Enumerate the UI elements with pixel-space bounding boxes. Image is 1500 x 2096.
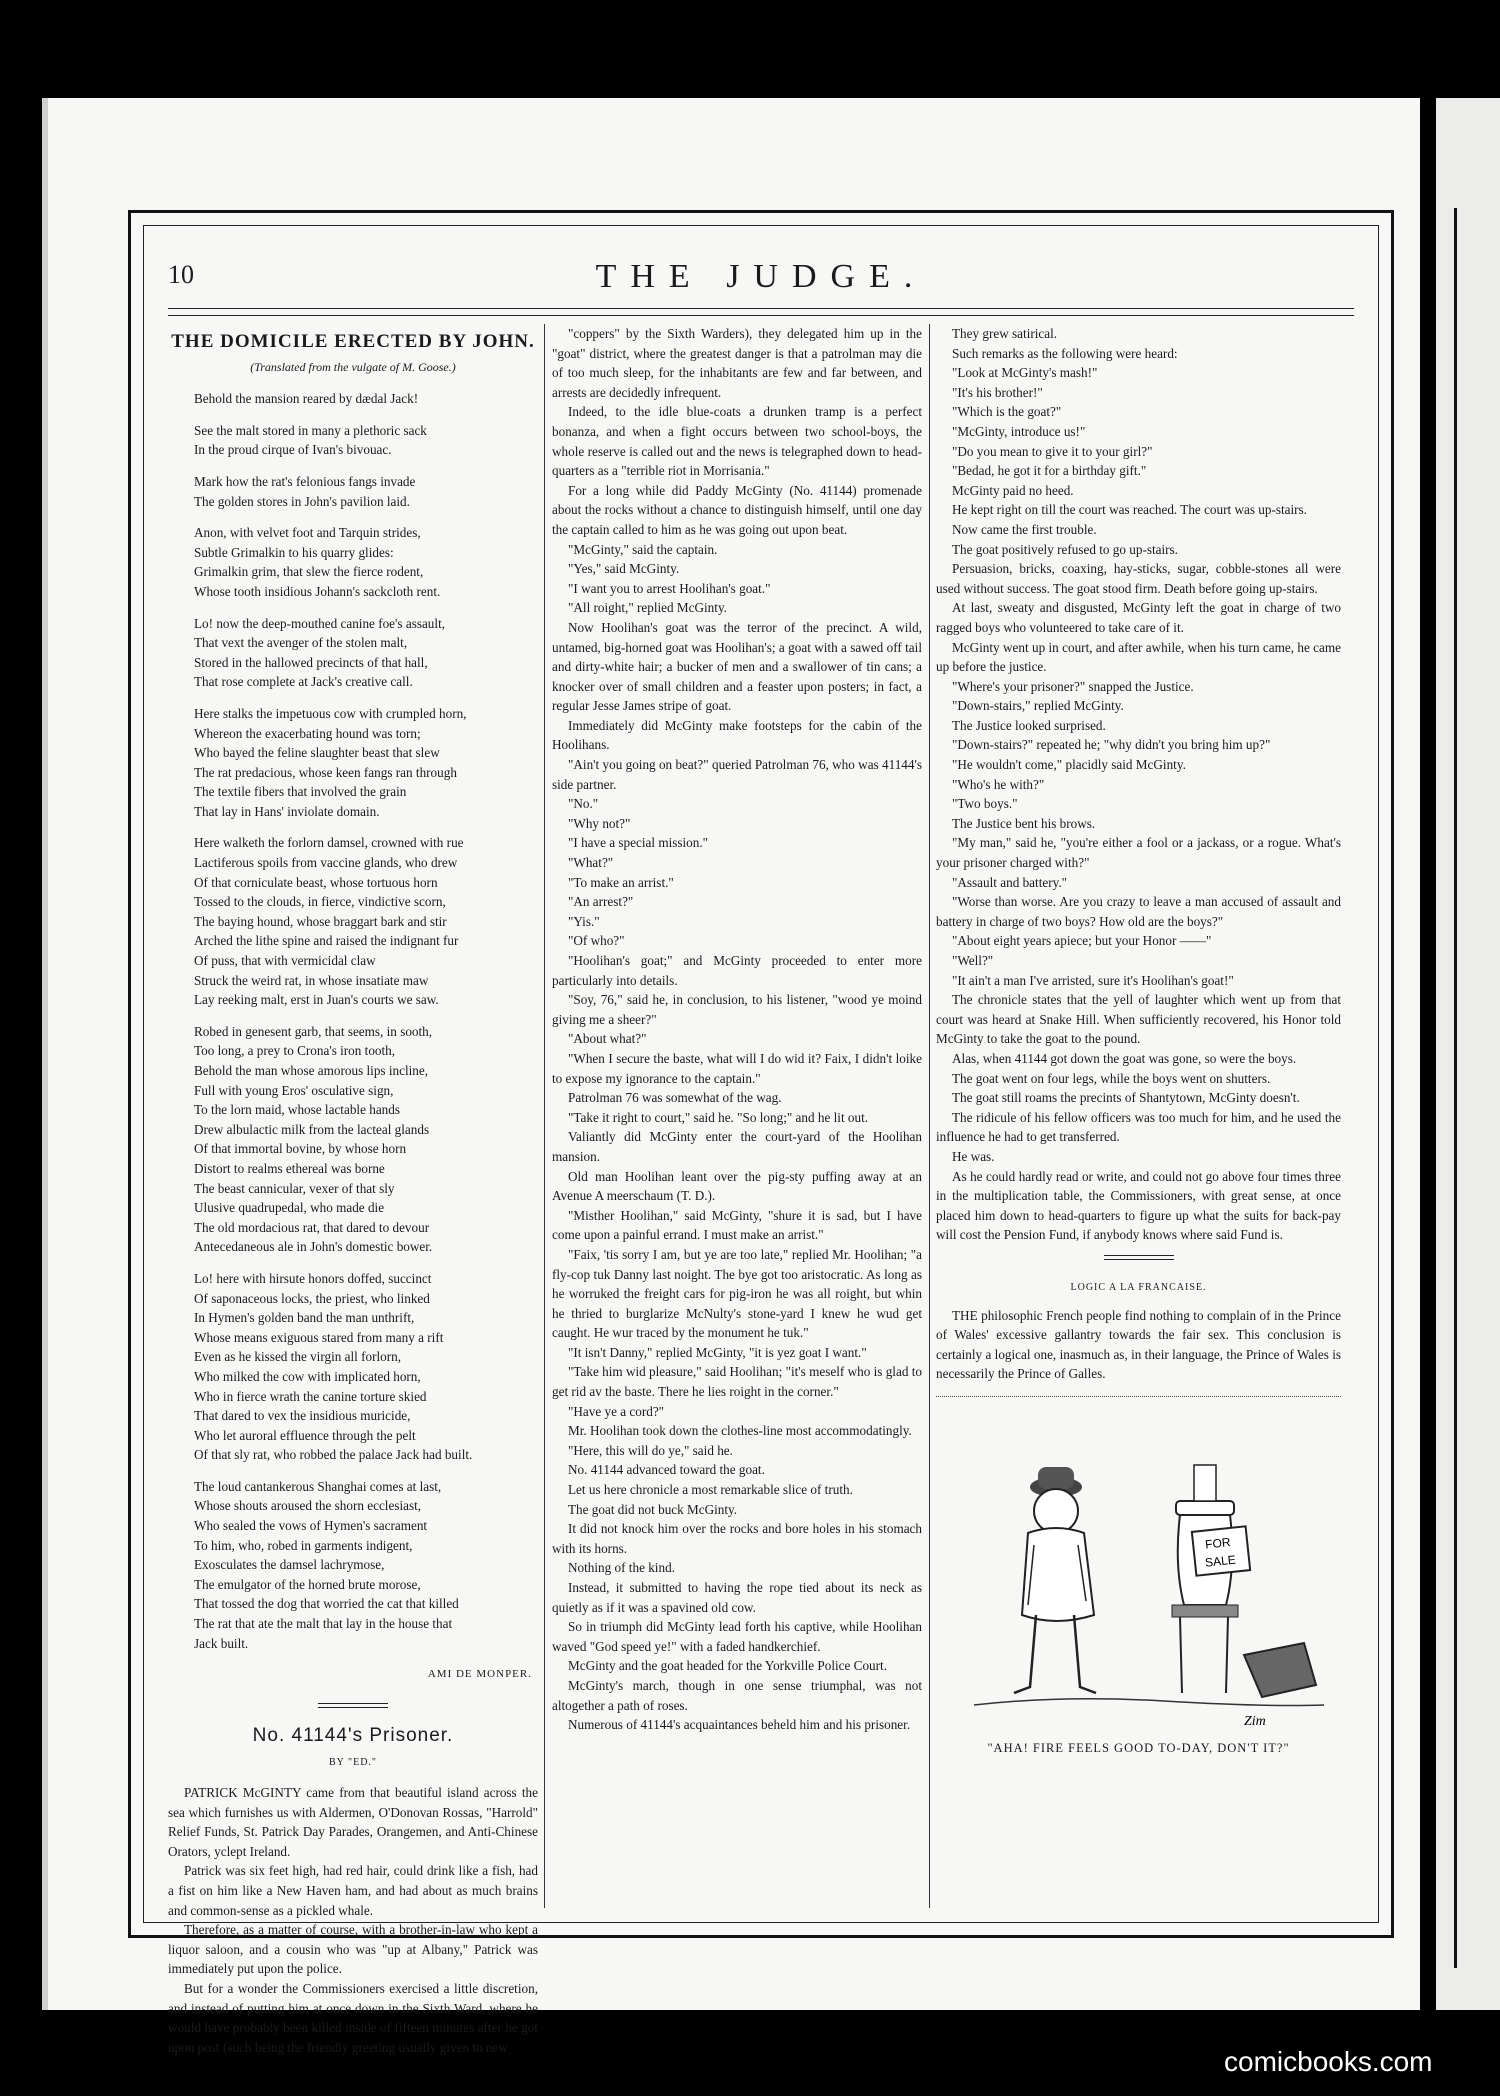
poem-line: Robed in genesent garb, that seems, in sooth, [194, 1023, 433, 1039]
story-title: No. 41144's Prisoner. [252, 1724, 454, 1746]
story-paragraph: Mr. Hoolihan took down the clothes-line most accommodatingly. [568, 1423, 912, 1439]
poem-line: Whereon the exacerbating hound was torn; [194, 725, 421, 741]
poem-line: Who let auroral effluence through the pelt [194, 1427, 416, 1443]
story-paragraph: As he could hardly read or write, and could not go above four times three in the multiplication table, the Commissioners, with great sense, at once placed him down to head-quarters to figure up what the suits for back-pay will cost the Pension Fund, if anybody knows where said Fund is. [936, 1168, 1341, 1243]
story-paragraph: At last, sweaty and disgusted, McGinty left the goat in charge of two ragged boys who volunteered to take care of it. [936, 600, 1341, 635]
story-paragraph: "An arrest?" [568, 894, 634, 910]
poem-signature: AMI DE MONPER. [427, 1668, 532, 1681]
poem-stanza [194, 704, 538, 822]
watermark: comicbooks.com [1224, 2046, 1433, 2077]
poem-stanza [194, 389, 538, 409]
poem-line: Antecedaneous ale in John's domestic bower. [194, 1239, 433, 1255]
story-paragraph: "Hoolihan's goat;" and McGinty proceeded to enter more particularly into details. [552, 953, 922, 988]
poem-line: That dared to vex the insidious muricide, [194, 1408, 411, 1424]
poem-stanza [194, 472, 538, 511]
poem-body [168, 389, 538, 1653]
story-paragraph: "Soy, 76," said he, in conclusion, to his listener, "wood ye moind giving me a sheer?" [552, 992, 922, 1027]
story-paragraph: "Misther Hoolihan," said McGinty, "shure it is sad, but I have come upon a painful errand. I must make an arrist." [552, 1207, 922, 1243]
sign-text-line-1: FOR [1204, 1534, 1232, 1552]
story-paragraph: "Why not?" [568, 815, 631, 831]
poem-line: Anon, with velvet foot and Tarquin strides, [194, 525, 421, 541]
story-paragraph: But for a wonder the Commissioners exercised a little discretion, and instead of putting him at once down in the Sixth Ward, where he would have probably been killed inside of fifteen minutes after he got upon post (such being the friendly greeting usually given to new [168, 1980, 538, 2055]
story-paragraph: It did not knock him over the rocks and bore holes in his stomach with its horns. [552, 1521, 922, 1556]
poem-line: Behold the man whose amorous lips incline, [194, 1063, 429, 1078]
story-paragraph: Patrolman 76 was somewhat of the wag. [568, 1090, 782, 1106]
story-paragraph: "It isn't Danny," replied McGinty, "it is yez goat I want." [568, 1344, 867, 1360]
story-byline: BY "ED." [328, 1757, 377, 1769]
poem-stanza [194, 523, 538, 601]
story-paragraph: The chronicle states that the yell of laughter which went up from that court was heard at Snake Hill. When sufficiently recovered, his Honor told McGinty to take the goat to the pound. [936, 992, 1341, 1047]
story-paragraph: "Bedad, he got it for a birthday gift." [952, 463, 1147, 479]
page-frame-inner [143, 225, 1379, 2055]
story-paragraph: Numerous of 41144's acquaintances beheld him and his prisoner. [568, 1717, 911, 1733]
story-paragraph: Such remarks as the following were heard: [952, 345, 1178, 361]
poem-line: Drew albulactic milk from the lacteal glands [194, 1121, 430, 1137]
poem-line: Lactiferous spoils from vaccine glands, who drew [194, 855, 458, 871]
poem-line: To him, who, robed in garments indigent, [194, 1537, 413, 1553]
poem-line: Stored in the hallowed precincts of that hall, [194, 654, 428, 670]
poem-line: See the malt stored in many a plethoric sack [194, 422, 427, 438]
poem-line: Whose tooth insidious Johann's sackcloth rent. [194, 583, 441, 599]
cartoon-caption: "AHA! FIRE FEELS GOOD TO-DAY, DON'T IT?" [987, 1740, 1290, 1755]
poem-line: The rat that ate the malt that lay in the house that [194, 1616, 453, 1632]
story-paragraph: "Do you mean to give it to your girl?" [952, 443, 1153, 459]
story-paragraph: "McGinty," said the captain. [568, 541, 718, 557]
story-paragraph: Persuasion, bricks, coaxing, hay-sticks, sugar, cobble-stones all were used without success. The goat stood firm. Death before going up-stairs. [936, 561, 1341, 596]
poem-stanza [194, 833, 538, 1009]
poem-line: Grimalkin grim, that slew the fierce rodent, [194, 564, 424, 580]
story-text [552, 324, 922, 1735]
poem-line: The golden stores in John's pavilion laid. [194, 493, 410, 509]
story-paragraph: "It ain't a man I've arristed, sure it's Hoolihan's goat!" [952, 972, 1234, 988]
story-paragraph: "My man," said he, "you're either a fool or a jackass, or a rogue. What's your prisoner charged with?" [936, 835, 1341, 871]
page-number: 10 [168, 260, 194, 289]
section-rule [318, 1703, 388, 1708]
story-paragraph: The goat did not buck McGinty. [568, 1501, 738, 1517]
poem-line: Ulusive quadrupedal, who made die [194, 1200, 385, 1216]
story-paragraph: "What?" [568, 855, 614, 871]
story-paragraph: "All roight," replied McGinty. [568, 600, 727, 616]
story-paragraph: The goat still roams the precints of Shantytown, McGinty doesn't. [952, 1090, 1300, 1106]
story-paragraph: "Look at McGinty's mash!" [952, 365, 1098, 381]
masthead: THE JUDGE. [595, 258, 927, 295]
poem-stanza [194, 1477, 538, 1653]
poem-line: Subtle Grimalkin to his quarry glides: [194, 544, 394, 560]
poem-line: Here stalks the impetuous cow with crumpled horn, [194, 705, 467, 721]
story-paragraph: "coppers" by the Sixth Warders), they delegated him up in the "goat" district, where the greatest danger is that a patrolman may die of too much sleep, for the inhabitants are few and far between, and arrests are decidedly infrequent. [552, 326, 922, 400]
story-paragraph: "Down-stairs?" repeated he; "why didn't you bring him up?" [952, 737, 1271, 753]
section-rule [1104, 1255, 1174, 1260]
artist-signature: Zim [1244, 1713, 1266, 1729]
story-paragraph: "McGinty, introduce us!" [952, 423, 1086, 439]
poem-line: Distort to realms ethereal was borne [194, 1160, 385, 1176]
column-divider [929, 324, 930, 1908]
poem-line: Of that sly rat, who robbed the palace Jack had built. [194, 1447, 473, 1463]
story-paragraph: The Justice looked surprised. [952, 717, 1106, 733]
poem-line: Here walketh the forlorn damsel, crowned with rue [194, 835, 464, 851]
poem-line: Of saponaceous locks, the priest, who linked [194, 1290, 430, 1306]
story-paragraph: No. 41144 advanced toward the goat. [568, 1462, 765, 1478]
poem-line: In the proud cirque of Ivan's bivouac. [194, 442, 392, 458]
poem-line: Of that immortal bovine, by whose horn [194, 1141, 407, 1157]
story-paragraph: "Of who?" [568, 933, 625, 949]
poem-line: Mark how the rat's felonious fangs invade [194, 473, 416, 489]
adjacent-page-edge [1436, 98, 1500, 2010]
column-1 [168, 324, 538, 2055]
poem-line: Exosculates the damsel lachrymose, [194, 1557, 385, 1573]
story-paragraph: "Assault and battery." [952, 874, 1068, 890]
poem-line: In Hymen's golden band the man unthrift, [194, 1310, 415, 1326]
story-paragraph: The goat went on four legs, while the boys went on shutters. [952, 1070, 1271, 1086]
story-paragraph: The ridicule of his fellow officers was too much for him, and he used the influence he had to get transferred. [936, 1109, 1341, 1145]
story-paragraph: "It's his brother!" [952, 384, 1043, 400]
poem-line: Who bayed the feline slaughter beast that slew [194, 745, 440, 761]
column-3 [936, 324, 1341, 1910]
logic-paragraph: THE philosophic French people find nothing to complain of in the Prince of Wales' excessive gallantry towards the fair sex. This conclusion is certainly a logical one, inasmuch as, in their language, the Prince of Wales is necessarily the Prince of Galles. [936, 1307, 1341, 1382]
poem-line: Struck the weird rat, in whose insatiate maw [194, 972, 429, 988]
column-2 [552, 324, 922, 1910]
story-paragraph: McGinty paid no heed. [952, 482, 1074, 498]
story-paragraph: McGinty's march, though in one sense triumphal, was not altogether a path of roses. [552, 1677, 922, 1713]
story-paragraph: "Faix, 'tis sorry I am, but ye are too late," replied Mr. Hoolihan; "a fly-cop tuk Danny last noight. The bye got too aristocratic. As long as he worruked the freight cars for pig-iron he was all roight, but whin he thried to burglarize McNulty's stone-yard I knew he wud get caught. He wur traced by the monument he tuk." [552, 1246, 922, 1341]
story-paragraph: "Well?" [952, 953, 994, 968]
poem-stanza [194, 421, 538, 460]
story-paragraph: "About what?" [568, 1031, 647, 1047]
story-paragraph: Instead, it submitted to having the rope tied about its neck as quietly as if it was a spavined old cow. [552, 1580, 922, 1615]
poem-line: Arched the lithe spine and raised the indignant fur [194, 933, 459, 949]
story-paragraph: "Two boys." [952, 796, 1018, 812]
poem-line: That rose complete at Jack's creative call. [194, 674, 413, 690]
poem-title: THE DOMICILE ERECTED BY JOHN. [171, 331, 535, 352]
poem-line: Even as he kissed the virgin all forlorn, [194, 1349, 402, 1365]
poem-line: Of puss, that with vermicidal claw [194, 953, 376, 969]
story-paragraph: "Down-stairs," replied McGinty. [952, 698, 1124, 714]
story-paragraph: "Take him wid pleasure," said Hoolihan; "it's meself who is glad to get rid av the baste. There he lies roight in the corner." [552, 1364, 922, 1400]
story-paragraph: Now came the first trouble. [952, 521, 1097, 537]
story-paragraph: "Who's he with?" [952, 776, 1045, 792]
poem-stanza [194, 614, 538, 692]
story-paragraph: Therefore, as a matter of course, with a brother-in-law who kept a liquor saloon, and a cousin who was "up at Albany," Patrick was immediately put upon the police. [168, 1922, 538, 1977]
story-paragraph: Valiantly did McGinty enter the court-yard of the Hoolihan mansion. [552, 1129, 922, 1164]
poem-line: The old mordacious rat, that dared to devour [194, 1219, 430, 1235]
story-paragraph: He kept right on till the court was reached. The court was up-stairs. [952, 502, 1307, 518]
story-paragraph: "He wouldn't come," placidly said McGinty. [952, 757, 1186, 773]
story-paragraph: Now Hoolihan's goat was the terror of the precinct. A wild, untamed, big-horned goat was Hoolihan's; a goat with a sawed off tail and dirty-white hair; a bucker of men and a swallower of tin cans; a knocker over of small children and a feaster upon posters; in fact, a regular Jesse James stripe of goat. [552, 619, 922, 714]
story-paragraph: Alas, when 41144 got down the goat was gone, so were the boys. [952, 1050, 1297, 1066]
poem-line: Of that corniculate beast, whose tortuous horn [194, 874, 438, 890]
poem-line: The rat predacious, whose keen fangs ran through [194, 764, 457, 780]
poem-line: Lo! now the deep-mouthed canine foe's assault, [194, 615, 446, 631]
story-paragraph: "Which is the goat?" [952, 404, 1062, 420]
poem-line: Whose shouts aroused the shorn ecclesiast, [194, 1498, 422, 1514]
poem-stanza [194, 1269, 538, 1465]
poem-line: That lay in Hans' inviolate domain. [194, 803, 380, 819]
story-paragraph: McGinty went up in court, and after awhile, when his turn came, he came up before the justice. [936, 639, 1341, 675]
section-rule [936, 1396, 1341, 1397]
story-paragraph: "Have ye a cord?" [568, 1403, 665, 1419]
poem-line: The baying hound, whose braggart bark and stir [194, 913, 447, 929]
story-paragraph: Old man Hoolihan leant over the pig-sty puffing away at an Avenue A meerschaum (T. D.). [552, 1168, 922, 1204]
header-rule [168, 308, 1354, 316]
story-paragraph: "Where's your prisoner?" snapped the Justice. [952, 678, 1194, 694]
magazine-page [42, 98, 1420, 2055]
story-text [168, 1783, 538, 2057]
story-paragraph: "When I secure the baste, what will I do wid it? Faix, I didn't loike to expose my ignorance to the captain." [552, 1050, 922, 1086]
poem-line: That vext the avenger of the stolen malt, [194, 635, 408, 651]
cartoon-illustration [944, 1405, 1334, 1735]
story-paragraph: "Yis." [568, 913, 600, 929]
poem-line: Who milked the cow with implicated horn, [194, 1368, 421, 1384]
story-paragraph: McGinty and the goat headed for the Yorkville Police Court. [568, 1658, 888, 1674]
story-paragraph: He was. [952, 1148, 995, 1164]
story-paragraph: Patrick was six feet high, had red hair, could drink like a fish, had a fist on him like a New Haven ham, and had about as much brains and common-sense as a pickled whale. [168, 1863, 538, 1918]
sign-text-line-2: SALE [1204, 1552, 1237, 1570]
story-paragraph: The Justice bent his brows. [952, 815, 1096, 831]
poem-line: Lo! here with hirsute honors doffed, succinct [194, 1270, 432, 1286]
poem-line: Tossed to the clouds, in fierce, vindictive scorn, [194, 894, 446, 910]
poem-line: The textile fibers that involved the grain [194, 784, 407, 800]
story-paragraph: For a long while did Paddy McGinty (No. 41144) promenade about the rocks without a chance to distinguish himself, until one day the captain called to him as he was going out upon beat. [552, 482, 922, 537]
story-paragraph: "I have a special mission." [568, 835, 709, 851]
poem-line: To the lorn maid, whose lactable hands [194, 1102, 400, 1118]
story-paragraph: "Worse than worse. Are you crazy to leave a man accused of assault and battery in charge of two boys? How old are the boys?" [936, 894, 1341, 929]
poem-line: Too long, a prey to Crona's iron tooth, [194, 1043, 396, 1059]
poem-stanza [194, 1022, 538, 1257]
poem-line: Who in fierce wrath the canine torture skied [194, 1388, 427, 1404]
poem-line: The beast cannicular, vexer of that sly [194, 1180, 395, 1196]
story-paragraph: They grew satirical. [952, 326, 1058, 341]
poem-line: Lay reeking malt, erst in Juan's courts we saw. [194, 992, 439, 1008]
logic-text [936, 1306, 1341, 1384]
story-paragraph: "No." [568, 796, 599, 812]
column-divider [544, 324, 545, 1908]
story-paragraph: The goat positively refused to go up-stairs. [952, 541, 1178, 557]
story-paragraph: Immediately did McGinty make footsteps for the cabin of the Hoolihans. [552, 717, 922, 753]
poem-line: Whose means exiguous stared from many a rift [194, 1329, 444, 1345]
poem-line: The loud cantankerous Shanghai comes at last, [194, 1478, 442, 1494]
story-text [936, 324, 1341, 1245]
page-frame [128, 210, 1394, 2055]
story-paragraph: "I want you to arrest Hoolihan's goat." [568, 580, 771, 596]
poem-line: Full with young Eros' osculative sign, [194, 1082, 394, 1098]
poem-line: Who sealed the vows of Hymen's sacrament [194, 1518, 428, 1534]
story-paragraph: "Yes," said McGinty. [568, 561, 680, 577]
poem-line: Behold the mansion reared by dædal Jack! [194, 391, 419, 407]
poem-line: That tossed the dog that worried the cat that killed [194, 1596, 459, 1612]
story-paragraph: PATRICK McGINTY came from that beautiful island across the sea which furnishes us with Aldermen, O'Donovan Rossas, "Harrold" Relief Funds, St. Patrick Day Parades, Orangemen, and Anti-Chinese Orators, yclept Ireland. [168, 1785, 538, 1859]
story-paragraph: So in triumph did McGinty lead forth his captive, while Hoolihan waved "God speed ye!" with a faded handkerchief. [552, 1619, 922, 1654]
adjacent-page-rule [1454, 208, 1457, 1968]
poem-subtitle: (Translated from the vulgate of M. Goose.) [250, 359, 456, 374]
poem-line: The emulgator of the horned brute morose, [194, 1576, 421, 1592]
story-paragraph: "About eight years apiece; but your Honor ——" [952, 933, 1212, 949]
logic-heading: LOGIC A LA FRANCAISE. [1070, 1281, 1207, 1293]
story-paragraph: Nothing of the kind. [568, 1560, 675, 1576]
story-paragraph: Indeed, to the idle blue-coats a drunken tramp is a perfect bonanza, and when a fight occurs between two school-boys, the whole reserve is called out and the news is telegraphed down to head-quarters as a "terrible riot in Morrisania." [552, 404, 922, 479]
story-paragraph: "Ain't you going on beat?" queried Patrolman 76, who was 41144's side partner. [552, 757, 922, 792]
story-paragraph: "Take it right to court," said he. "So long;" and he lit out. [568, 1109, 869, 1125]
cartoon-drawing [944, 1405, 1334, 1735]
story-paragraph: Let us here chronicle a most remarkable slice of truth. [568, 1482, 853, 1498]
story-paragraph: "Here, this will do ye," said he. [568, 1442, 733, 1458]
story-paragraph: "To make an arrist." [568, 874, 674, 890]
poem-line: Jack built. [194, 1635, 249, 1651]
page-header [168, 258, 1354, 298]
